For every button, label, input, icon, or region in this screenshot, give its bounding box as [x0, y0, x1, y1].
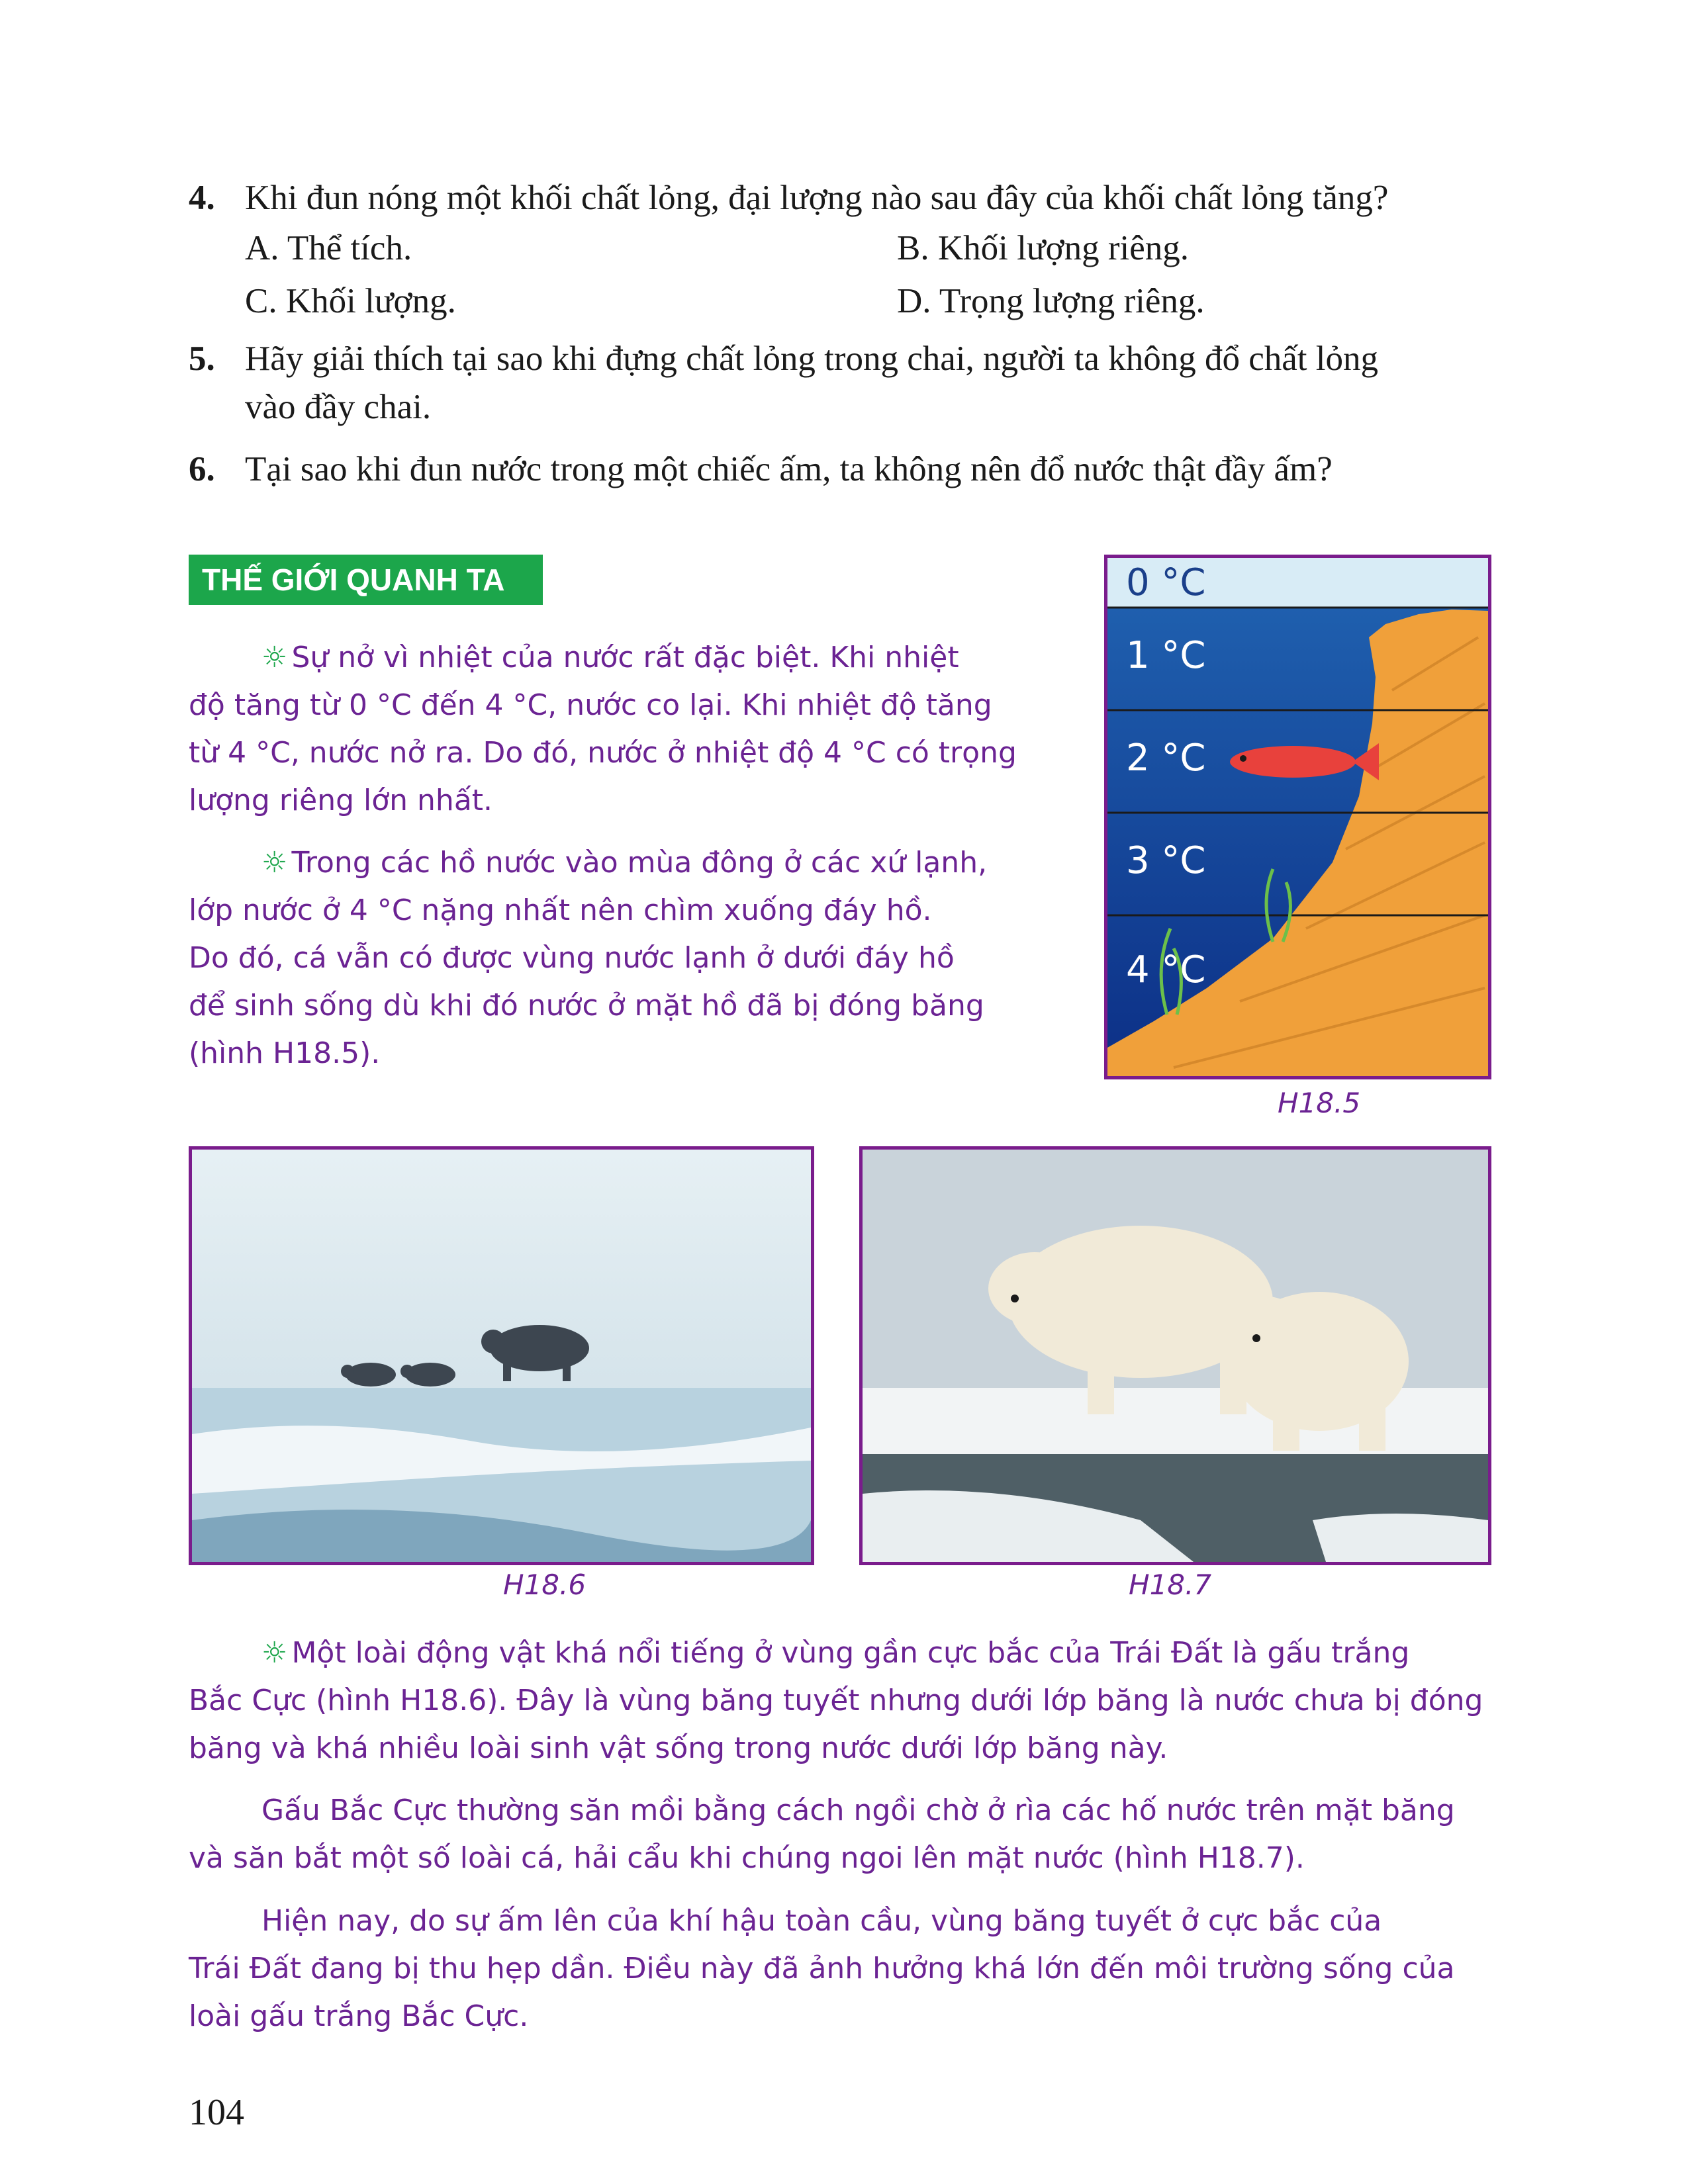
text-line: Bắc Cực (hình H18.6). Đây là vùng băng tuyết nhưng dưới lớp băng là nước chưa bị đóng: [189, 1684, 1483, 1717]
text-line: để sinh sống dù khi đó nước ở mặt hồ đã bị đóng băng: [189, 989, 984, 1023]
text-line: Trái Đất đang bị thu hẹp dần. Điều này đã ảnh hưởng khá lớn đến môi trường sống của: [189, 1952, 1455, 1985]
text-line: lượng riêng lớn nhất.: [189, 784, 493, 817]
paragraph-5: [189, 1897, 1491, 2040]
bears-on-ice-image: [863, 1150, 1488, 1562]
layer-label-2: 2 °C: [1126, 737, 1206, 780]
question-text: Tại sao khi đun nước trong một chiếc ấm, ta không nên đổ nước thật đầy ấm?: [245, 450, 1333, 488]
question-number: 6.: [189, 450, 215, 488]
photo-bears-on-ice: [859, 1146, 1491, 1565]
page-number: 104: [189, 2092, 244, 2133]
option-a: A. Thể tích.: [245, 229, 412, 267]
sun-icon: ☼: [261, 1636, 288, 1670]
figure-caption: H18.7: [1129, 1569, 1212, 1601]
text-line: và săn bắt một số loài cá, hải cẩu khi chúng ngoi lên mặt nước (hình H18.7).: [189, 1841, 1305, 1875]
figure-lake-layers: [1104, 555, 1491, 1079]
text-line: Sự nở vì nhiệt của nước rất đặc biệt. Khi nhiệt: [291, 641, 959, 674]
paragraph-1: [189, 634, 1026, 825]
text-line: Gấu Bắc Cực thường săn mồi bằng cách ngồi chờ ở rìa các hố nước trên mặt băng: [261, 1794, 1455, 1827]
layer-label-3: 3 °C: [1126, 839, 1206, 882]
sun-icon: ☼: [261, 641, 288, 674]
figure-caption: H18.5: [1278, 1087, 1361, 1119]
option-b: B. Khối lượng riêng.: [897, 229, 1189, 267]
text-line: (hình H18.5).: [189, 1036, 381, 1070]
paragraph-3: [189, 1629, 1491, 1772]
question-number: 4.: [189, 179, 215, 217]
question-text-cont: vào đầy chai.: [245, 388, 432, 426]
layer-label-1: 1 °C: [1126, 634, 1206, 677]
paragraph-2: [189, 839, 1026, 1077]
text-line: từ 4 °C, nước nở ra. Do đó, nước ở nhiệt độ 4 °C có trọng: [189, 736, 1017, 770]
text-line: Một loài động vật khá nổi tiếng ở vùng gần cực bắc của Trái Đất là gấu trắng: [291, 1636, 1410, 1670]
layer-label-0: 0 °C: [1126, 561, 1206, 604]
question-text: Khi đun nóng một khối chất lỏng, đại lượng nào sau đây của khối chất lỏng tăng?: [245, 179, 1389, 217]
sun-icon: ☼: [261, 846, 288, 880]
text-line: lớp nước ở 4 °C nặng nhất nên chìm xuống đáy hồ.: [189, 893, 932, 927]
question-text: Hãy giải thích tại sao khi đựng chất lỏng trong chai, người ta không đổ chất lỏng: [245, 340, 1378, 378]
photo-bears-walking: [189, 1146, 814, 1565]
text-line: Hiện nay, do sự ấm lên của khí hậu toàn cầu, vùng băng tuyết ở cực bắc của: [261, 1904, 1382, 1938]
text-line: băng và khá nhiều loài sinh vật sống trong nước dưới lớp băng này.: [189, 1731, 1168, 1765]
text-line: loài gấu trắng Bắc Cực.: [189, 1999, 529, 2033]
option-d: D. Trọng lượng riêng.: [897, 282, 1205, 320]
question-number: 5.: [189, 340, 215, 378]
paragraph-4: [189, 1787, 1491, 1882]
layer-label-4: 4 °C: [1126, 948, 1206, 991]
bears-walking-image: [192, 1150, 811, 1562]
figure-caption: H18.6: [503, 1569, 586, 1601]
text-line: độ tăng từ 0 °C đến 4 °C, nước co lại. Khi nhiệt độ tăng: [189, 688, 992, 722]
text-line: Do đó, cá vẫn có được vùng nước lạnh ở dưới đáy hồ: [189, 941, 955, 975]
section-title: THẾ GIỚI QUANH TA: [189, 555, 543, 605]
option-c: C. Khối lượng.: [245, 282, 456, 320]
text-line: Trong các hồ nước vào mùa đông ở các xứ lạnh,: [291, 846, 988, 880]
